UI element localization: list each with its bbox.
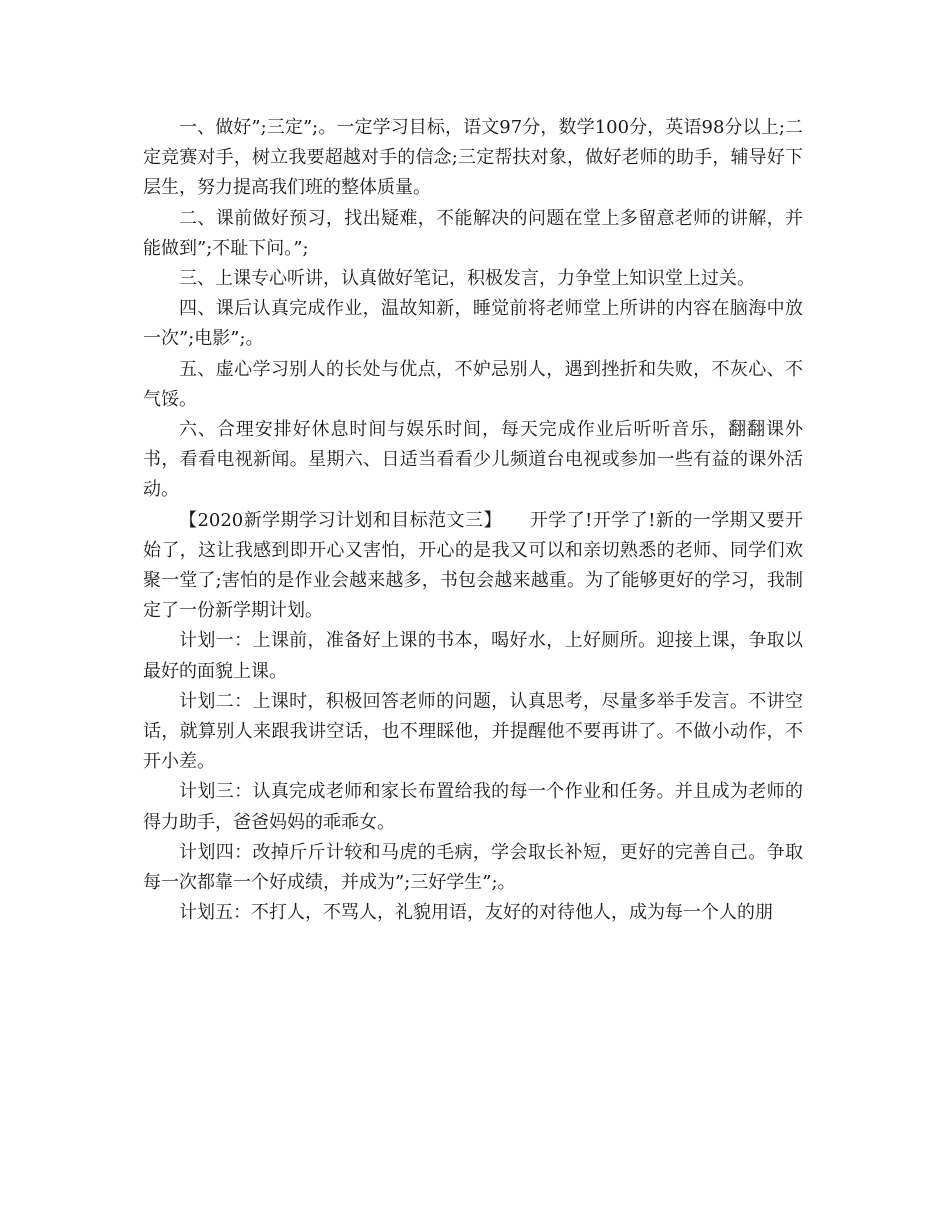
document-body bbox=[143, 113, 803, 928]
paragraph-11: 计划四：改掉斤斤计较和马虎的毛病，学会取长补短，更好的完善自己。争取每一次都靠一个好成绩，并成为”;三好学生”;。 bbox=[143, 841, 803, 894]
paragraph-9: 计划二：上课时，积极回答老师的问题，认真思考，尽量多举手发言。不讲空话，就算别人来跟我讲空话，也不理睬他，并提醒他不要再讲了。不做小动作，不开小差。 bbox=[143, 690, 803, 773]
paragraph-7: 【2020新学期学习计划和目标范文三】 开学了!开学了!新的一学期又要开始了，这让我感到即开心又害怕，开心的是我又可以和亲切熟悉的老师、同学们欢聚一堂了;害怕的是作业会越来越多，书包会越来越重。为了能够更好的学习，我制定了一份新学期计划。 bbox=[143, 509, 803, 622]
paragraph-12: 计划五：不打人，不骂人，礼貌用语，友好的对待他人，成为每一个人的朋 bbox=[179, 902, 773, 924]
paragraph-2: 二、课前做好预习，找出疑难，不能解决的问题在堂上多留意老师的讲解，并能做到”;不耻下问。”; bbox=[143, 207, 803, 259]
paragraph-4: 四、课后认真完成作业，温故知新，睡觉前将老师堂上所讲的内容在脑海中放一次”;电影”;。 bbox=[143, 298, 803, 350]
paragraph-6: 六、合理安排好休息时间与娱乐时间，每天完成作业后听听音乐，翻翻课外书，看看电视新闻。星期六、日适当看看少儿频道台电视或参加一些有益的课外活动。 bbox=[143, 419, 803, 501]
paragraph-1: 一、做好”;三定”;。一定学习目标，语文97分，数学100分，英语98分以上;二定竞赛对手，树立我要超越对手的信念;三定帮扶对象，做好老师的助手，辅导好下层生，努力提高我们班的整体质量。 bbox=[143, 117, 803, 199]
paragraph-3: 三、上课专心听讲，认真做好笔记，积极发言，力争堂上知识堂上过关。 bbox=[179, 268, 755, 290]
paragraph-5: 五、虚心学习别人的长处与优点，不妒忌别人，遇到挫折和失败，不灰心、不气馁。 bbox=[143, 358, 803, 410]
paragraph-8: 计划一：上课前，准备好上课的书本，喝好水，上好厕所。迎接上课，争取以最好的面貌上课。 bbox=[143, 630, 803, 682]
paragraph-10: 计划三：认真完成老师和家长布置给我的每一个作业和任务。并且成为老师的得力助手，爸爸妈妈的乖乖女。 bbox=[143, 781, 803, 833]
